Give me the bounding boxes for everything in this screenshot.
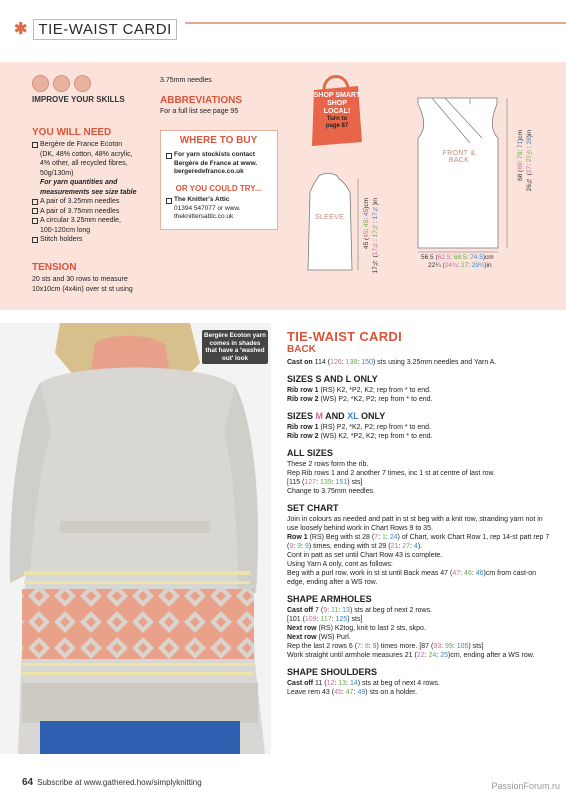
instruction-text: Next row (RS) K2tog, knit to last 2 sts, skpo. [287, 625, 426, 632]
pattern-instructions [287, 330, 552, 697]
instruction-text: Join in colours as needed and patt in st st beg with a knit row, stranding yarn not in use loosely behind work in Chart Rows 9 to 35. [287, 516, 543, 532]
stockist-text: For yarn stockists contact Bergère de France at www. bergeredefrance.co.uk [166, 151, 274, 177]
alt-stockist-text: The Knitter's Attic 01394 547077 or www. theknittersattic.co.uk [166, 196, 274, 222]
needles-note: 3.75mm needles [160, 77, 212, 84]
page-number: 64 [22, 777, 34, 788]
width-cm: 56.5 (62.5: 68.5: 74.5)cm [421, 254, 494, 261]
list-item: 100-120cm long [40, 226, 91, 234]
sleeve-in: 17¾ (17¾: 17¾: 17¾)in [372, 198, 379, 274]
list-note: For yarn quantities and [40, 179, 118, 186]
sizes-s-l-heading: SIZES S AND L ONLY [287, 374, 378, 384]
instruction-text: Cont in patt as set until Chart Row 43 is complete. [287, 552, 443, 559]
subscribe-link[interactable]: Subscribe at www.gathered.how/simplyknitting [37, 778, 202, 787]
watermark: PassionForum.ru [491, 781, 560, 791]
list-item: A circular 3.25mm needle, [32, 216, 157, 226]
list-item: A pair of 3.75mm needles [32, 207, 157, 217]
shape-shoulders-heading: SHAPE SHOULDERS [287, 667, 378, 677]
instruction-text: These 2 rows form the rib. [287, 461, 369, 468]
sleeve-outline [308, 174, 352, 271]
where-to-buy-heading: WHERE TO BUY [179, 135, 258, 146]
height-in: 26¾ (27: 27½: 28)in [526, 130, 533, 192]
cast-on-line: Cast on 114 (126: 138: 150) sts using 3.25mm needles and Yarn A. [287, 359, 497, 366]
abbreviations-text: For a full list see page 95 [160, 108, 239, 115]
title-box [0, 19, 185, 40]
list-item: 4% other, all recycled fibres, [40, 160, 128, 167]
list-item: Stitch holders [32, 235, 157, 245]
pattern-subtitle: BACK [287, 344, 316, 355]
shop-local-text: SHOP SMART SHOP LOCAL! Turn to page 87 [313, 92, 361, 129]
shape-armholes-heading: SHAPE ARMHOLES [287, 594, 372, 604]
rib-row-1: Rib row 1 (RS) P2, *K2, P2; rep from * to end. [287, 424, 431, 431]
tension-text: 20 sts and 30 rows to measure 10x10cm (4x4in) over st st using [32, 276, 133, 293]
list-item: 50g/130m) [40, 169, 74, 177]
model-photo [0, 323, 271, 754]
list-item: A pair of 3.25mm needles [32, 197, 157, 207]
instruction-text: Work straight until armhole measures 21 (22: 24: 25)cm, ending after a WS row. [287, 652, 535, 659]
list-item: Bergère de France Ecoton [32, 140, 157, 150]
photo-caption: Bergère Ecoton yarn comes in shades that have a 'washed out' look [202, 330, 268, 364]
instruction-text: Cast off 7 (9: 11: 13) sts at beg of next 2 rows. [287, 607, 433, 614]
stitch-count: [115 (127: 139: 151) sts] [287, 479, 363, 486]
rib-row-1: Rib row 1 (RS) K2, *P2, K2; rep from * to end. [287, 387, 431, 394]
list-item: (DK, 48% cotton, 48% acrylic, [40, 150, 133, 158]
width-in: 22¼ (24¾: 27: 29¼)in [428, 262, 492, 269]
all-sizes-heading: ALL SIZES [287, 448, 333, 458]
cardigan-illustration [0, 323, 271, 754]
alt-heading: OR YOU COULD TRY... [175, 184, 262, 193]
sleeve-label: SLEEVE [315, 214, 345, 221]
front-back-label: FRONT & BACK [442, 150, 476, 164]
instruction-text: Next row (WS) Purl. [287, 634, 351, 641]
instruction-text: Rep Rib rows 1 and 2 another 7 times, inc 1 st at centre of last row. [287, 470, 496, 477]
instruction-text: Cast off 11 (12: 13: 14) sts at beg of next 4 rows. [287, 680, 440, 687]
asterisk-icon: ✱ [14, 21, 28, 38]
list-note: measurements see size table [40, 188, 137, 196]
sizes-m-xl-heading: SIZES M AND XL ONLY [287, 411, 386, 421]
instruction-text: Change to 3.75mm needles. [287, 488, 375, 495]
instruction-text: Using Yarn A only, cont as follows: [287, 561, 393, 568]
tension-heading: TENSION [32, 262, 77, 273]
sleeve-cm: 45 (45: 45: 45)cm [363, 198, 370, 249]
page-footer [22, 777, 202, 788]
page-title: TIE-WAIST CARDI [33, 19, 176, 40]
rib-row-2: Rib row 2 (WS) K2, *P2, K2; rep from * to end. [287, 433, 433, 440]
set-chart-heading: SET CHART [287, 503, 339, 513]
instruction-text: Rep the last 2 rows 6 (7: 8: 9) times more. [87 (93: 99: 105) sts] [287, 643, 484, 650]
you-will-need-heading: YOU WILL NEED [32, 127, 112, 138]
abbreviations-heading: ABBREVIATIONS [160, 95, 243, 106]
skills-label: IMPROVE YOUR SKILLS [32, 95, 125, 104]
instruction-text: Beg with a purl row, work in st st until Back meas 47 (47: 46: 46)cm from cast-on edge, ending after a WS row. [287, 570, 537, 586]
body-outline [418, 98, 498, 248]
pattern-title: TIE-WAIST CARDI [287, 329, 402, 344]
stitch-count: [101 (109: 117: 125) sts] [287, 616, 363, 623]
rib-row-2: Rib row 2 (WS) P2, *K2, P2; rep from * to end. [287, 396, 433, 403]
instruction-text: Leave rem 43 (45: 47: 49) sts on a holder. [287, 689, 418, 696]
chart-row-1: Row 1 (RS) Beg with st 28 (7: 1: 24) of Chart, work Chart Row 1, rep 14-st patt rep 7 (9: 9: 9) times, ending with st 29 (21: 27: 4). [287, 534, 550, 550]
height-cm: 68 (69: 70: 71)cm [517, 130, 524, 181]
